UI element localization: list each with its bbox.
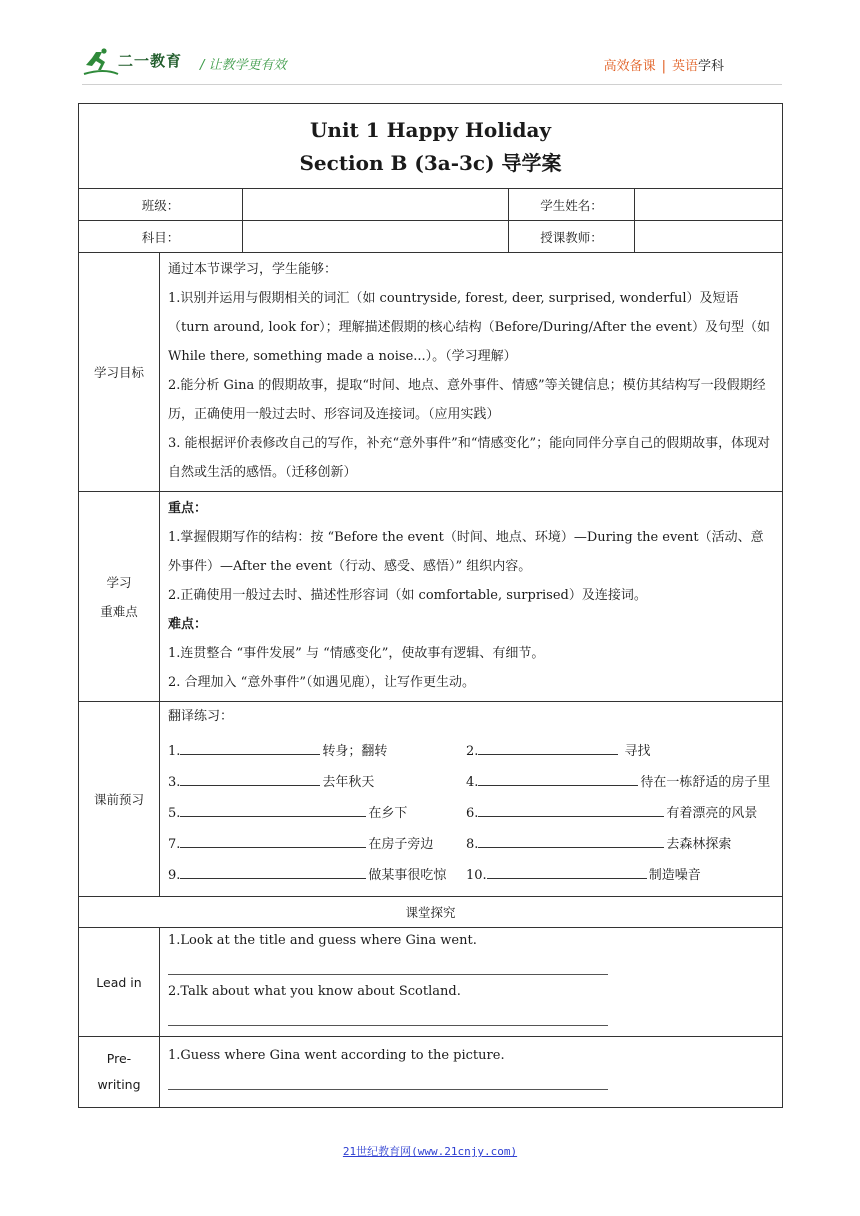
lead-in-label: Lead in [79,928,160,1037]
unit-title: Unit 1 Happy Holiday [309,118,552,142]
objectives-intro: 通过本节课学习，学生能够： [168,262,338,277]
translation-item [168,736,466,767]
item-text: 在乡下 [368,806,408,821]
pre-writing-label [79,1037,160,1108]
translation-grid [168,736,774,891]
classroom-explore-head: 课堂探究 [79,897,783,928]
item-text: 转身；翻转 [322,744,388,759]
translation-item [168,860,466,891]
answer-blank[interactable] [478,831,664,848]
answer-blank[interactable] [180,862,366,879]
key-item: 1.掌握假期写作的结构：按 “Before the event（时间、地点、环境）—During the event（活动、意外事件）—After the event（行动、感受、感悟）” 组织内容。 [168,530,764,574]
key-points-content [160,492,783,702]
answer-line[interactable] [168,1003,608,1026]
item-text: 去森林探索 [666,837,732,852]
key-item: 2.正确使用一般过去时、描述性形容词（如 comfortable, surprised）及连接词。 [168,588,647,603]
item-number: 6. [466,806,479,821]
footer-link[interactable]: 21世纪教育网(www.21cnjy.com) [342,1145,518,1158]
section-title: Section B (3a-3c) 导学案 [299,151,562,175]
translation-item [168,767,466,798]
item-text: 去年秋天 [322,775,375,790]
item-number: 9. [168,868,181,883]
lead-in-question: 2.Talk about what you know about Scotland. [168,984,461,999]
difficulty-item: 1.连贯整合 “事件发展” 与 “情感变化”，使故事有逻辑、有细节。 [168,646,545,661]
objective-item: 2.能分析 Gina 的假期故事，提取“时间、地点、意外事件、情感”等关键信息；模仿其结构写一段假期经历，正确使用一般过去时、形容词及连接词。（应用实践） [168,378,766,422]
student-name-field[interactable] [635,189,783,221]
guide-table [78,103,783,1108]
page-header [82,44,782,84]
pre-writing-label-line1: Pre- [106,1051,132,1066]
translation-item [466,767,774,798]
item-text: 寻找 [620,744,651,759]
logo-text: 二一教育 [118,52,183,70]
answer-blank[interactable] [487,862,647,879]
objective-item: 1.识别并运用与假期相关的词汇（如 countryside, forest, deer, surprised, wonderful）及短语（turn around, look for）；理解描述假期的核心结构（Before/During/After the event）及句型（如 While there, something made a noise...）。（学习理解） [168,291,771,364]
translation-item [168,798,466,829]
answer-blank[interactable] [180,800,366,817]
translation-item [466,736,774,767]
answer-blank[interactable] [478,738,618,755]
translation-item [466,829,774,860]
slogan: / 让教学更有效 [200,58,287,73]
header-subject-a: 英语 [671,59,698,74]
class-field[interactable] [243,189,509,221]
answer-line[interactable] [168,1067,608,1090]
subject-label: 科目： [79,221,243,253]
answer-blank[interactable] [478,800,664,817]
objectives-content [160,253,783,492]
subject-field[interactable] [243,221,509,253]
preview-head: 翻译练习： [168,709,234,724]
lead-in-content [160,928,783,1037]
answer-blank[interactable] [478,769,638,786]
pre-writing-content [160,1037,783,1108]
answer-blank[interactable] [180,769,320,786]
item-number: 7. [168,837,181,852]
lead-in-question: 1.Look at the title and guess where Gina went. [168,933,477,948]
item-text: 有着漂亮的风景 [666,806,758,821]
translation-item [466,860,774,891]
pre-writing-label-line2: writing [97,1077,141,1092]
title-cell [79,104,783,189]
item-number: 5. [168,806,181,821]
answer-blank[interactable] [180,738,320,755]
teacher-label: 授课教师： [509,221,635,253]
objectives-label: 学习目标 [79,253,160,492]
item-number: 8. [466,837,479,852]
item-number: 2. [466,744,479,759]
preview-content [160,702,783,897]
difficulty-head: 难点： [168,617,208,632]
translation-item [168,829,466,860]
header-subject-b: 学科 [697,59,724,74]
item-number: 4. [466,775,479,790]
key-head: 重点： [168,501,208,516]
key-points-label-line2: 重难点 [100,603,138,619]
preview-label: 课前预习 [79,702,160,897]
student-name-label: 学生姓名： [509,189,635,221]
item-text: 制造噪音 [648,868,701,883]
translation-item [466,798,774,829]
header-right [604,55,724,74]
item-text: 做某事很吃惊 [368,868,447,883]
header-separator: | [661,59,666,74]
pre-writing-question: 1.Guess where Gina went according to the picture. [168,1048,505,1063]
item-number: 10. [466,868,487,883]
class-label: 班级： [79,189,243,221]
header-tagline: 高效备课 [603,59,656,74]
difficulty-item: 2. 合理加入 “意外事件”（如遇见鹿），让写作更生动。 [168,675,475,690]
key-points-label-line1: 学习 [106,574,132,590]
item-text: 待在一栋舒适的房子里 [640,775,771,790]
teacher-field[interactable] [635,221,783,253]
key-points-label [79,492,160,702]
item-text: 在房子旁边 [368,837,434,852]
header-divider [82,84,782,85]
answer-blank[interactable] [180,831,366,848]
item-number: 1. [168,744,181,759]
objective-item: 3. 能根据评价表修改自己的写作，补充“意外事件”和“情感变化”；能向同伴分享自己的假期故事，体现对自然或生活的感悟。（迁移创新） [168,436,771,480]
item-number: 3. [168,775,181,790]
answer-line[interactable] [168,952,608,975]
